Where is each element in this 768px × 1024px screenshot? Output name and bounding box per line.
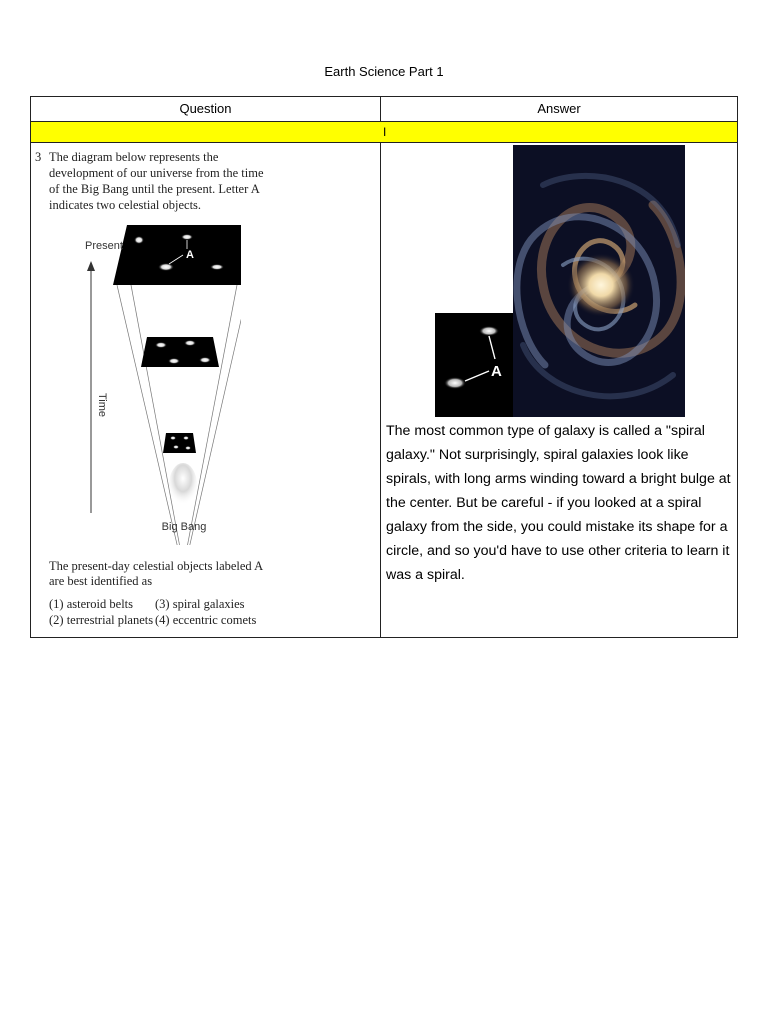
option-3: (3) spiral galaxies xyxy=(155,597,245,611)
question-header: Question xyxy=(31,97,381,121)
highlight-band xyxy=(31,122,737,143)
option-2: (2) terrestrial planets xyxy=(49,613,154,627)
question-prompt: The present-day celestial objects labeled A are best identified as xyxy=(49,559,263,588)
question-cell xyxy=(33,145,378,635)
inset-image xyxy=(435,313,515,417)
inset-object xyxy=(444,377,466,389)
present-object xyxy=(158,263,174,271)
big-bang-diagram xyxy=(41,215,241,545)
present-plane xyxy=(113,225,241,285)
early-plane xyxy=(163,433,196,453)
present-object xyxy=(134,236,144,244)
present-object xyxy=(210,264,224,270)
answer-header: Answer xyxy=(537,101,581,116)
time-arrowhead xyxy=(87,261,95,271)
qa-table xyxy=(30,96,738,638)
diagram-label-time: Time xyxy=(96,392,108,418)
inset-label-a: A xyxy=(491,363,502,380)
band-mark: I xyxy=(383,125,387,139)
option-1: (1) asteroid belts xyxy=(49,597,134,611)
document-title: Earth Science Part 1 xyxy=(324,64,444,79)
diagram-label-big-bang: Big Bang xyxy=(161,521,207,533)
diagram-label-a: A xyxy=(186,249,194,261)
galaxy-image xyxy=(513,145,685,417)
present-object xyxy=(181,234,193,240)
option-4: (4) eccentric comets xyxy=(155,613,257,627)
diagram-label-present: Present xyxy=(85,240,123,252)
answer-cell xyxy=(383,145,736,635)
galaxy-core xyxy=(567,253,635,317)
answer-text: The most common type of galaxy is called a "spiral galaxy." Not surprisingly, spiral galaxies look like spirals, with long arms winding toward a bright bulge at the center. But be careful - if you looked at a spiral galaxy from the side, you could mistake its shape for a circle, and so you'd have to use other criteria to learn it was a spiral. xyxy=(386,423,731,583)
big-bang-glow xyxy=(169,463,197,507)
question-number: 3 xyxy=(35,150,42,164)
column-divider xyxy=(380,143,381,637)
inset-object xyxy=(479,326,499,336)
question-stem: The diagram below represents the development of our universe from the time of the Big Bang until the present. Letter A indicates two celestial objects. xyxy=(49,150,264,212)
